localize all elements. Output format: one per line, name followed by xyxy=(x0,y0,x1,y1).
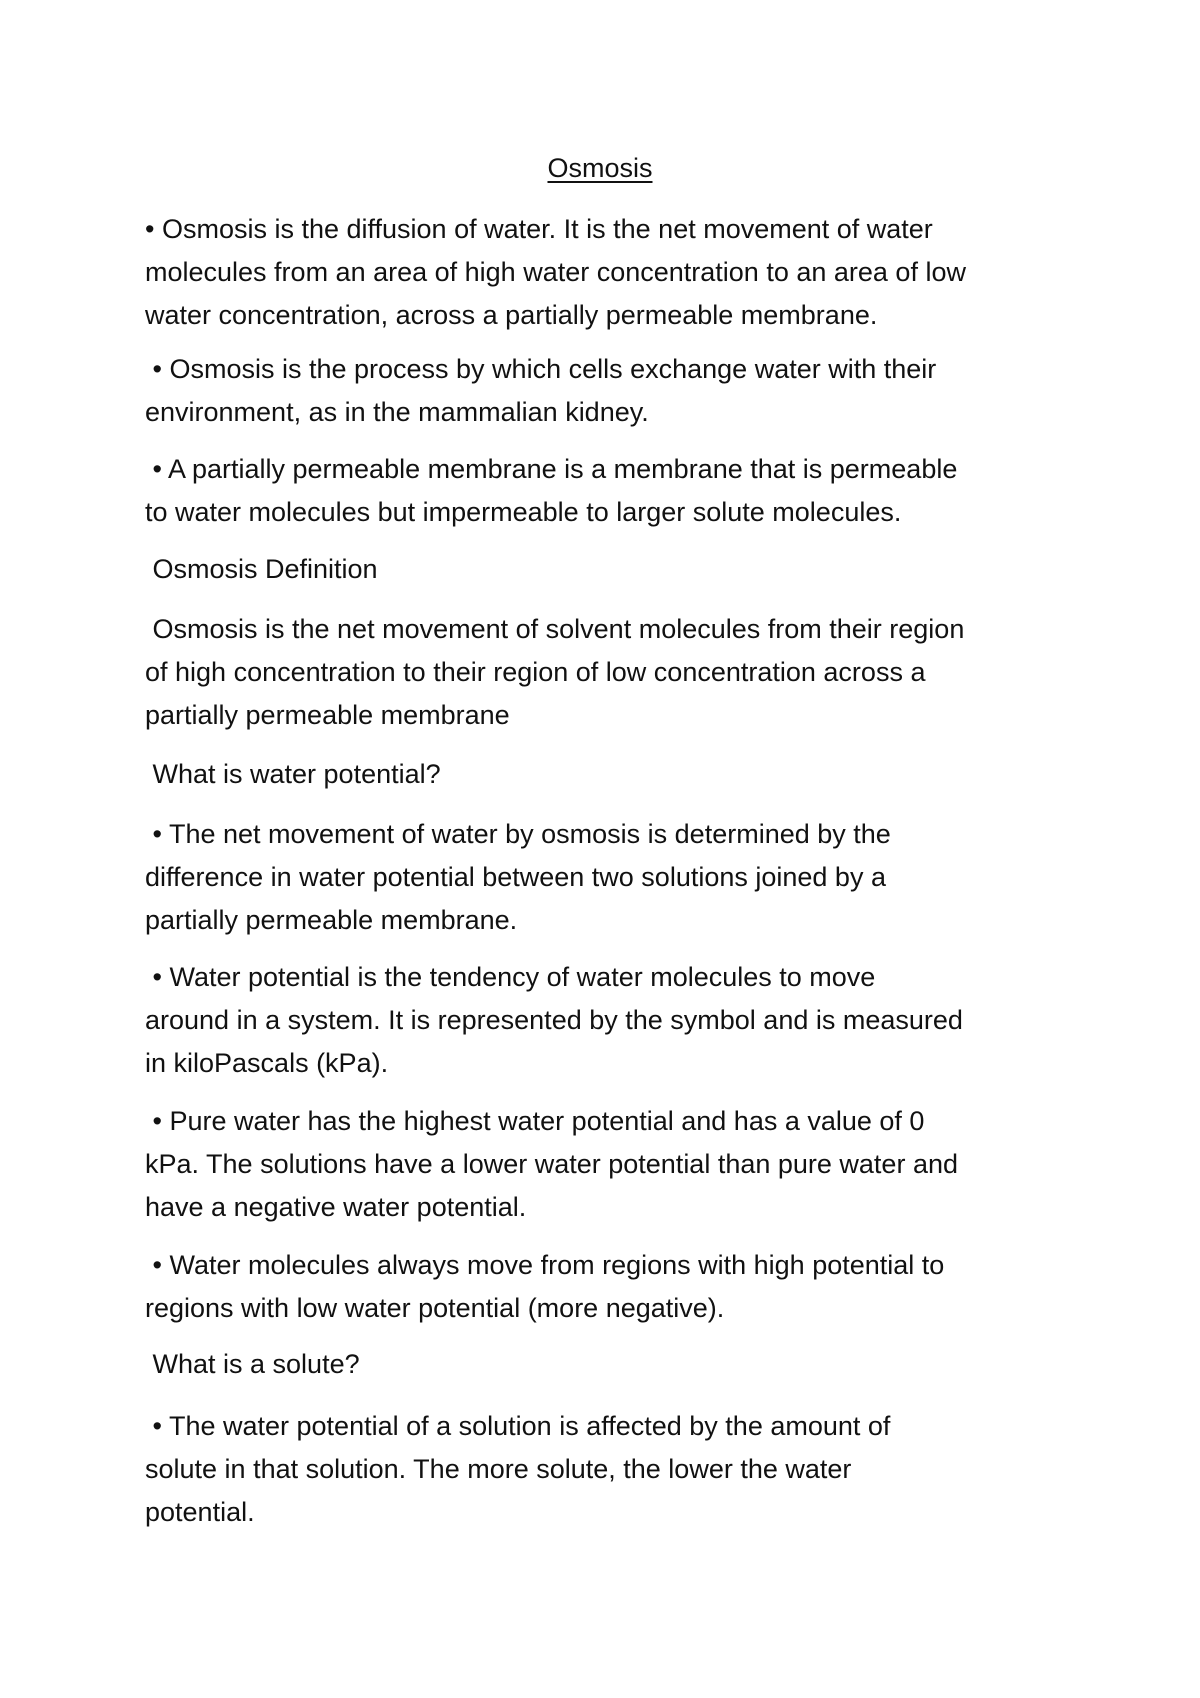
text-line: around in a system. It is represented by the symbol and is measured xyxy=(145,1005,963,1035)
heading-solute xyxy=(145,1343,1065,1386)
title-text: Osmosis xyxy=(547,153,653,183)
paragraph-solute-effect xyxy=(145,1405,1065,1534)
paragraph-pure-water xyxy=(145,1100,1065,1229)
paragraph-definition xyxy=(145,608,1065,737)
document-title xyxy=(0,150,1200,186)
text-line: partially permeable membrane xyxy=(145,700,510,730)
text-line: • Osmosis is the process by which cells exchange water with their xyxy=(145,354,937,384)
text-line: water concentration, across a partially permeable membrane. xyxy=(145,300,878,330)
text-line: partially permeable membrane. xyxy=(145,905,518,935)
text-line: kPa. The solutions have a lower water potential than pure water and xyxy=(145,1149,958,1179)
heading-osmosis-definition xyxy=(145,548,1065,591)
text-line: difference in water potential between two solutions joined by a xyxy=(145,862,886,892)
text-line: What is water potential? xyxy=(145,759,441,789)
paragraph-membrane xyxy=(145,448,1065,534)
text-line: Osmosis is the net movement of solvent molecules from their region xyxy=(145,614,965,644)
text-line: solute in that solution. The more solute, the lower the water xyxy=(145,1454,852,1484)
text-line: molecules from an area of high water concentration to an area of low xyxy=(145,257,966,287)
paragraph-net-movement xyxy=(145,813,1065,942)
text-line: • The water potential of a solution is affected by the amount of xyxy=(145,1411,891,1441)
text-line: • Osmosis is the diffusion of water. It is the net movement of water xyxy=(145,214,933,244)
paragraph-cells-exchange xyxy=(145,348,1065,434)
text-line: • Water molecules always move from regions with high potential to xyxy=(145,1250,945,1280)
paragraph-water-molecules-move xyxy=(145,1244,1065,1330)
text-line: of high concentration to their region of low concentration across a xyxy=(145,657,926,687)
paragraph-osmosis-diffusion xyxy=(145,208,1065,337)
text-line: have a negative water potential. xyxy=(145,1192,527,1222)
text-line: in kiloPascals (kPa). xyxy=(145,1048,389,1078)
text-line: • A partially permeable membrane is a membrane that is permeable xyxy=(145,454,958,484)
text-line: • The net movement of water by osmosis is determined by the xyxy=(145,819,891,849)
heading-water-potential xyxy=(145,753,1065,796)
text-line: • Water potential is the tendency of water molecules to move xyxy=(145,962,876,992)
text-line: potential. xyxy=(145,1497,255,1527)
text-line: to water molecules but impermeable to larger solute molecules. xyxy=(145,497,902,527)
paragraph-water-potential-definition xyxy=(145,956,1065,1085)
text-line: What is a solute? xyxy=(145,1349,360,1379)
text-line: Osmosis Definition xyxy=(145,554,378,584)
text-line: environment, as in the mammalian kidney. xyxy=(145,397,649,427)
text-line: • Pure water has the highest water potential and has a value of 0 xyxy=(145,1106,925,1136)
text-line: regions with low water potential (more negative). xyxy=(145,1293,725,1323)
